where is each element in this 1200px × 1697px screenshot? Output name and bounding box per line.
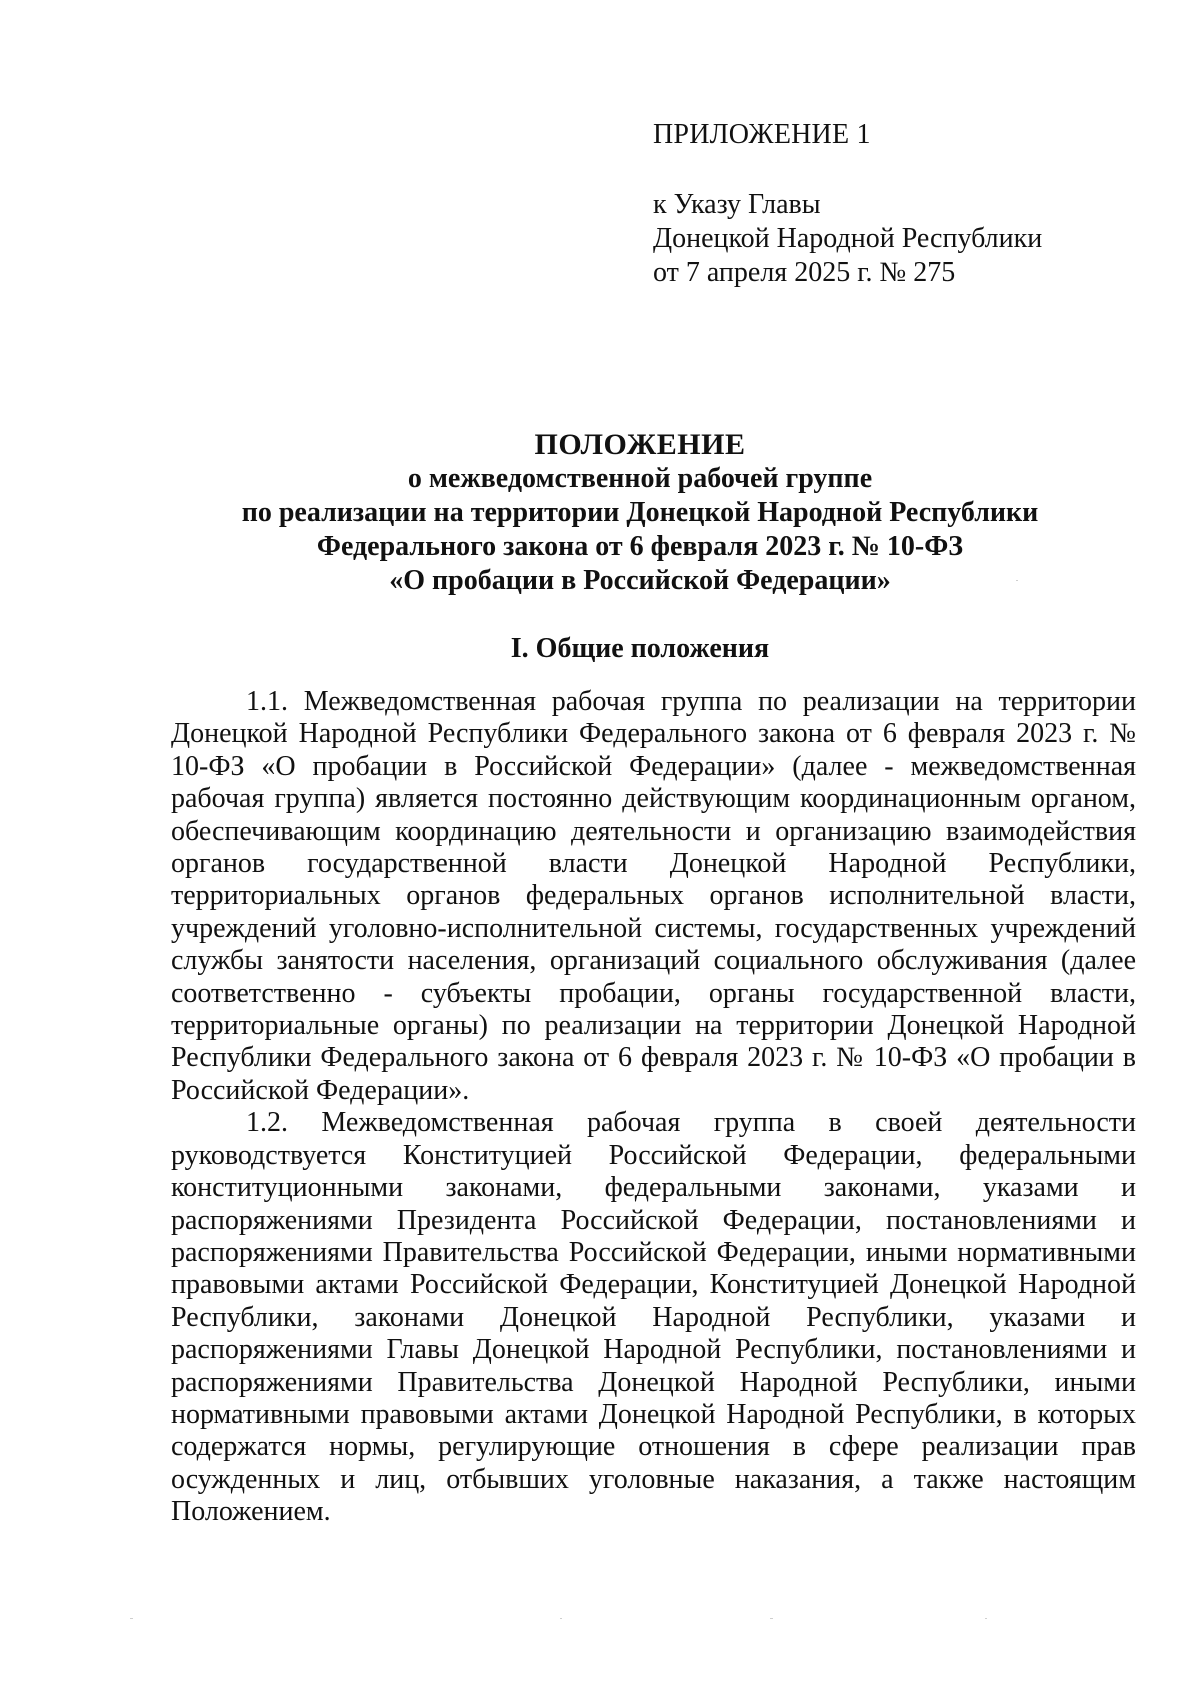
document-title xyxy=(150,428,1130,598)
appendix-ref-line: Донецкой Народной Республики xyxy=(653,223,1043,254)
scan-artifact xyxy=(770,1618,773,1619)
section-heading: I. Общие положения xyxy=(510,633,770,664)
title-main: ПОЛОЖЕНИЕ xyxy=(534,428,746,461)
title-line: Федерального закона от 6 февраля 2023 г. № 10-ФЗ xyxy=(316,531,964,562)
appendix-ref-line: к Указу Главы xyxy=(653,189,821,220)
paragraph-1-1: 1.1. Межведомственная рабочая группа по реализации на территории Донецкой Народной Республики Федерального закона от 6 февраля 2023 г. № 10-ФЗ «О пробации в Российской Федерации» (далее - межведомственная рабочая группа) является постоянно действующим координационным органом, обеспечивающим координацию деятельности и организацию взаимодействия органов государственной власти Донецкой Народной Республики, территориальных органов федеральных органов исполнительной власти, учреждений уголовно-исполнительной системы, государственных учреждений службы занятости населения, организаций социального обслуживания (далее соответственно - субъекты пробации, органы государственной власти, территориальные органы) по реализации на территории Донецкой Народной Республики Федерального закона от 6 февраля 2023 г. № 10-ФЗ «О пробации в Российской Федерации». xyxy=(171,686,1136,1106)
appendix-reference xyxy=(653,188,1153,290)
scan-artifact xyxy=(1016,580,1018,581)
appendix-heading: ПРИЛОЖЕНИЕ 1 xyxy=(653,119,871,150)
document-body xyxy=(171,686,1136,1529)
paragraph-1-2: 1.2. Межведомственная рабочая группа в своей деятельности руководствуется Конституцией Российской Федерации, федеральными конституционными законами, федеральными законами, указами и распоряжениями Президента Российской Федерации, постановлениями и распоряжениями Правительства Российской Федерации, иными нормативными правовыми актами Российской Федерации, Конституцией Донецкой Народной Республики, законами Донецкой Народной Республики, указами и распоряжениями Главы Донецкой Народной Республики, постановлениями и распоряжениями Правительства Донецкой Народной Республики, иными нормативными правовыми актами Донецкой Народной Республики, в которых содержатся нормы, регулирующие отношения в сфере реализации прав осужденных и лиц, отбывших уголовные наказания, а также настоящим Положением. xyxy=(171,1107,1136,1528)
scan-artifact xyxy=(130,1618,133,1619)
scan-artifact xyxy=(985,1618,987,1619)
scan-artifact xyxy=(560,1618,562,1619)
appendix-ref-line: от 7 апреля 2025 г. № 275 xyxy=(653,257,956,288)
title-line: «О пробации в Российской Федерации» xyxy=(389,565,891,596)
title-line: по реализации на территории Донецкой Народной Республики xyxy=(241,497,1039,528)
appendix-block xyxy=(653,118,1153,290)
title-line: о межведомственной рабочей группе xyxy=(407,463,873,494)
